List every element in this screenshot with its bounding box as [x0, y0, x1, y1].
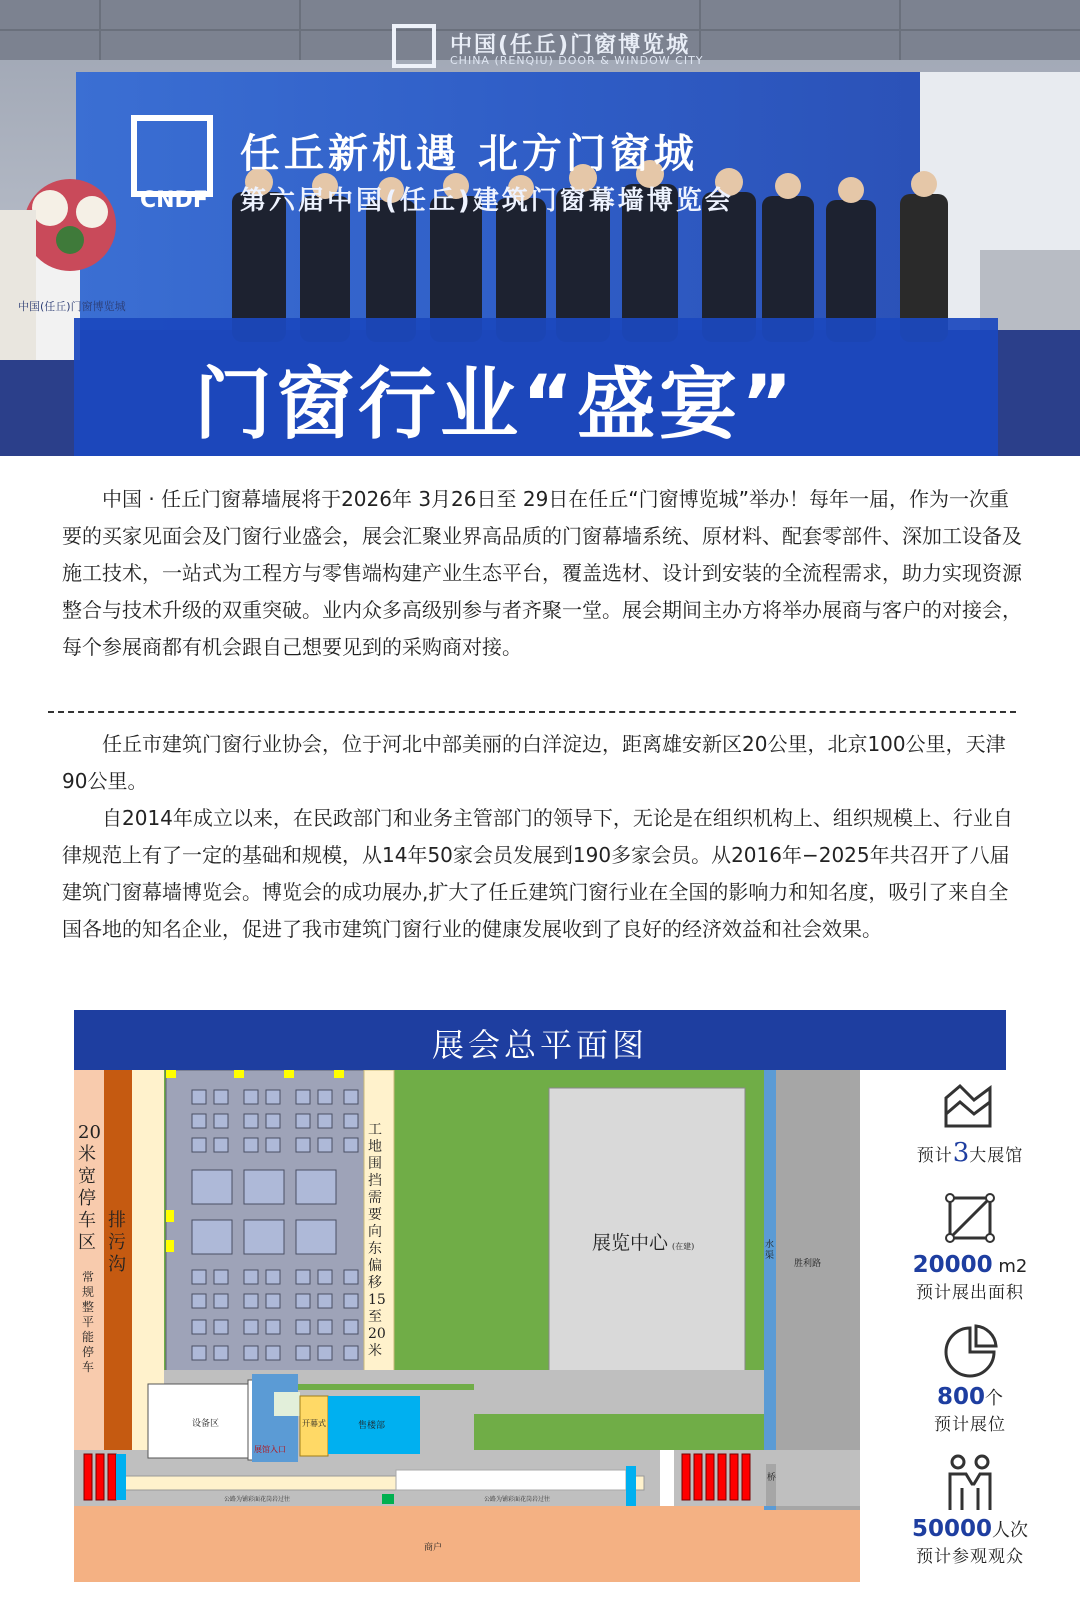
parking-note-label: 常规整平能停车 — [82, 1270, 95, 1374]
stat-area — [880, 1192, 1060, 1303]
exhibition-center-note: (在建) — [672, 1242, 695, 1251]
stat-halls-number: 3 — [952, 1138, 970, 1168]
lane-left-label: 公路为铺彩面花岗岩过往 — [224, 1496, 291, 1503]
stat-area-label: 预计展出面积 — [916, 1283, 1024, 1303]
stat-visitors-number: 50000 — [911, 1516, 993, 1542]
stat-visitors-unit: 人次 — [992, 1520, 1029, 1541]
road-label: 胜利路 — [794, 1259, 822, 1269]
plan-title-bar — [74, 1010, 1006, 1070]
hall-entry-label: 展馆入口 — [254, 1445, 286, 1454]
hero-logo-cn: 中国(任丘)门窗博览城 — [450, 33, 691, 58]
stats-column — [880, 1080, 1060, 1600]
hero-brand: CNDF — [140, 188, 208, 213]
dashed-divider — [48, 711, 1016, 713]
lane-right-label: 公路为铺彩面花岗岩过往 — [484, 1496, 551, 1503]
area-chart-icon — [940, 1080, 1000, 1132]
shops-label: 商户 — [424, 1543, 443, 1553]
hero-banner — [0, 0, 1080, 456]
exhibition-center-label — [592, 1228, 694, 1255]
square-area-icon — [942, 1192, 998, 1244]
history-paragraph: 自2014年成立以来，在民政部门和业务主管部门的领导下，无论是在组织机构上、组织规模上、行业自律规范上有了一定的基础和规模，从14年50家会员发展到190多家会员。从2016年−2025年共召开了八届建筑门窗幕墙博览会。博览会的成功展办,扩大了任丘建筑门窗行业在全国的影响力和知名度，吸引了来自全国各地的知名企业，促进了我市建筑门窗行业的健康发展收到了良好的经济效益和社会效果。 — [62, 806, 1013, 941]
handshake-icon — [940, 1454, 1000, 1512]
hero-headline-band — [74, 318, 998, 456]
association-paragraph: 任丘市建筑门窗行业协会，位于河北中部美丽的白洋淀边，距离雄安新区20公里，北京100公里，天津90公里。 — [62, 732, 1006, 793]
stat-booths-number: 800 — [936, 1384, 985, 1410]
drain-label: 排污沟 — [108, 1210, 126, 1275]
stat-visitors-label: 预计参观观众 — [916, 1547, 1024, 1567]
stat-booths-unit: 个 — [985, 1388, 1003, 1409]
stat-booths — [880, 1322, 1060, 1435]
parking-label: 20米宽停车区 — [78, 1122, 101, 1253]
bridge-label: 桥 — [767, 1473, 777, 1483]
opening-label: 开幕式 — [302, 1419, 326, 1428]
pie-icon — [940, 1322, 1000, 1380]
fence-note-label: 工地围挡需要向东偏移15至20米 — [368, 1122, 386, 1359]
stat-halls — [880, 1080, 1060, 1168]
intro-paragraph: 中国 · 任丘门窗幕墙展将于2026年 3月26日至 29日在任丘“门窗博览城”举办！每年一届，作为一次重要的买家见面会及门窗行业盛会，展会汇聚业界高品质的门窗幕墙系统、原材料、配套零部件、深加工设备及施工技术，一站式为工程方与零售端构建产业生态平台，覆盖选材、设计到安装的全流程需求，助力实现资源整合与技术升级的双重突破。业内众多高级别参与者齐聚一堂。展会期间主办方将举办展商与客户的对接会，每个参展商都有机会跟自己想要见到的采购商对接。 — [62, 487, 1022, 659]
stat-booths-label: 预计展位 — [934, 1415, 1006, 1435]
floor-plan-drawing — [74, 1070, 860, 1582]
hero-logo-en: CHINA (RENQIU) DOOR & WINDOW CITY — [450, 54, 704, 67]
hero-slogan: 任丘新机遇 北方门窗城 — [240, 131, 698, 177]
stat-area-number: 20000 — [912, 1252, 993, 1278]
stat-halls-prefix: 预计 — [916, 1146, 953, 1166]
equipment-label: 设备区 — [192, 1419, 220, 1429]
stat-visitors — [880, 1454, 1060, 1567]
hero-left-logo: 中国(任丘)门窗博览城 — [18, 300, 126, 313]
stat-area-unit: m2 — [992, 1256, 1028, 1277]
shops-plaza — [74, 1506, 764, 1582]
stat-halls-suffix: 大展馆 — [969, 1146, 1024, 1166]
floor-plan — [74, 1070, 860, 1582]
plan-title: 展会总平面图 — [431, 1026, 648, 1064]
canal-label: 水渠 — [765, 1240, 775, 1261]
hero-headline: 门窗行业“盛宴” — [194, 360, 797, 450]
sales-label: 售楼部 — [358, 1421, 386, 1431]
exhibition-center-name: 展览中心 — [592, 1232, 669, 1254]
hero-subtitle: 第六届中国(任丘)建筑门窗幕墙博览会 — [240, 186, 734, 216]
